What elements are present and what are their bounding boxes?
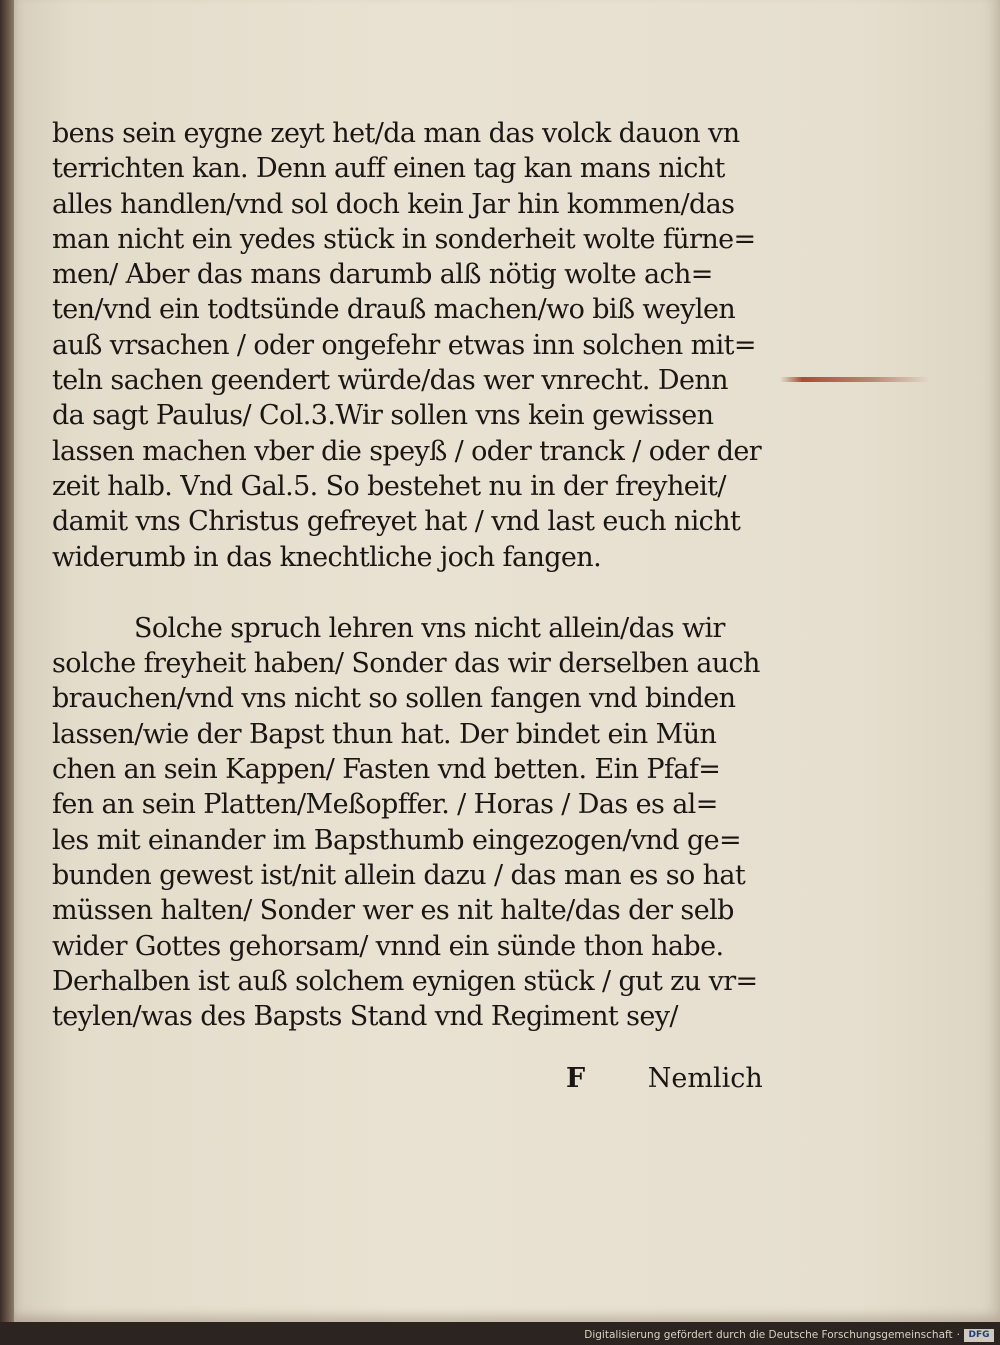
- text-line: zeit halb. Vnd Gal.5. So bestehet nu in der freyheit/: [52, 470, 726, 502]
- text-line: da sagt Paulus/ Col.3.Wir sollen vns kein gewissen: [52, 400, 714, 432]
- page-text: [52, 116, 782, 1034]
- text-line: alles handlen/vnd sol doch kein Jar hin kommen/das: [52, 188, 735, 220]
- text-line: lassen machen vber die speyß / oder tranck / oder der: [52, 435, 762, 467]
- text-line: damit vns Christus gefreyet hat / vnd last euch nicht: [52, 506, 741, 538]
- text-line: bunden gewest ist/nit allein dazu / das man es so hat: [52, 859, 746, 891]
- red-ink-annotation-mark: [780, 377, 930, 382]
- text-line: brauchen/vnd vns nicht so sollen fangen vnd binden: [52, 683, 736, 715]
- text-line: teln sachen geendert würde/das wer vnrecht. Denn: [52, 365, 728, 397]
- text-line: teylen/was des Bapsts Stand vnd Regiment sey/: [52, 1001, 678, 1033]
- text-line: wider Gottes gehorsam/ vnnd ein sünde thon habe.: [52, 930, 724, 962]
- dfg-logo-icon: DFG: [964, 1329, 994, 1342]
- book-spine-edge: [0, 0, 14, 1330]
- text-line: les mit einander im Bapsthumb eingezogen/vnd ge=: [52, 824, 742, 856]
- text-line: auß vrsachen / oder ongefehr etwas inn solchen mit=: [52, 329, 756, 361]
- page-edge-shadow: [982, 0, 1000, 1322]
- text-line: fen an sein Platten/Meßopffer. / Horas / Das es al=: [52, 789, 718, 821]
- paragraph-gap: [52, 575, 782, 611]
- text-line: Derhalben ist auß solchem eynigen stück / gut zu vr=: [52, 965, 758, 997]
- text-line: müssen halten/ Sonder wer es nit halte/das der selb: [52, 895, 734, 927]
- text-line: ten/vnd ein todtsünde drauß machen/wo biß weylen: [52, 294, 736, 326]
- text-line: Solche spruch lehren vns nicht allein/das wir: [134, 612, 725, 644]
- text-line: widerumb in das knechtliche joch fangen.: [52, 541, 602, 573]
- text-line: bens sein eygne zeyt het/da man das volck dauon vn: [52, 118, 740, 149]
- text-line: man nicht ein yedes stück in sonderheit wolte fürne=: [52, 223, 756, 255]
- text-line: men/ Aber das mans darumb alß nötig wolte ach=: [52, 259, 713, 291]
- funding-credit-text: Digitalisierung gefördert durch die Deutsche Forschungsgemeinschaft: [584, 1329, 953, 1341]
- separator-dot: ·: [956, 1329, 960, 1341]
- signature-mark: F: [566, 1063, 586, 1094]
- catchword: Nemlich: [647, 1063, 763, 1094]
- text-line: chen an sein Kappen/ Fasten vnd betten. Ein Pfaf=: [52, 754, 721, 786]
- funding-credit: [584, 1326, 994, 1344]
- page-footer-marks: [566, 1063, 786, 1094]
- text-line: lassen/wie der Bapst thun hat. Der bindet ein Mün: [52, 718, 717, 750]
- text-line: solche freyheit haben/ Sonder das wir derselben auch: [52, 648, 760, 680]
- text-line: terrichten kan. Denn auff einen tag kan mans nicht: [52, 153, 725, 185]
